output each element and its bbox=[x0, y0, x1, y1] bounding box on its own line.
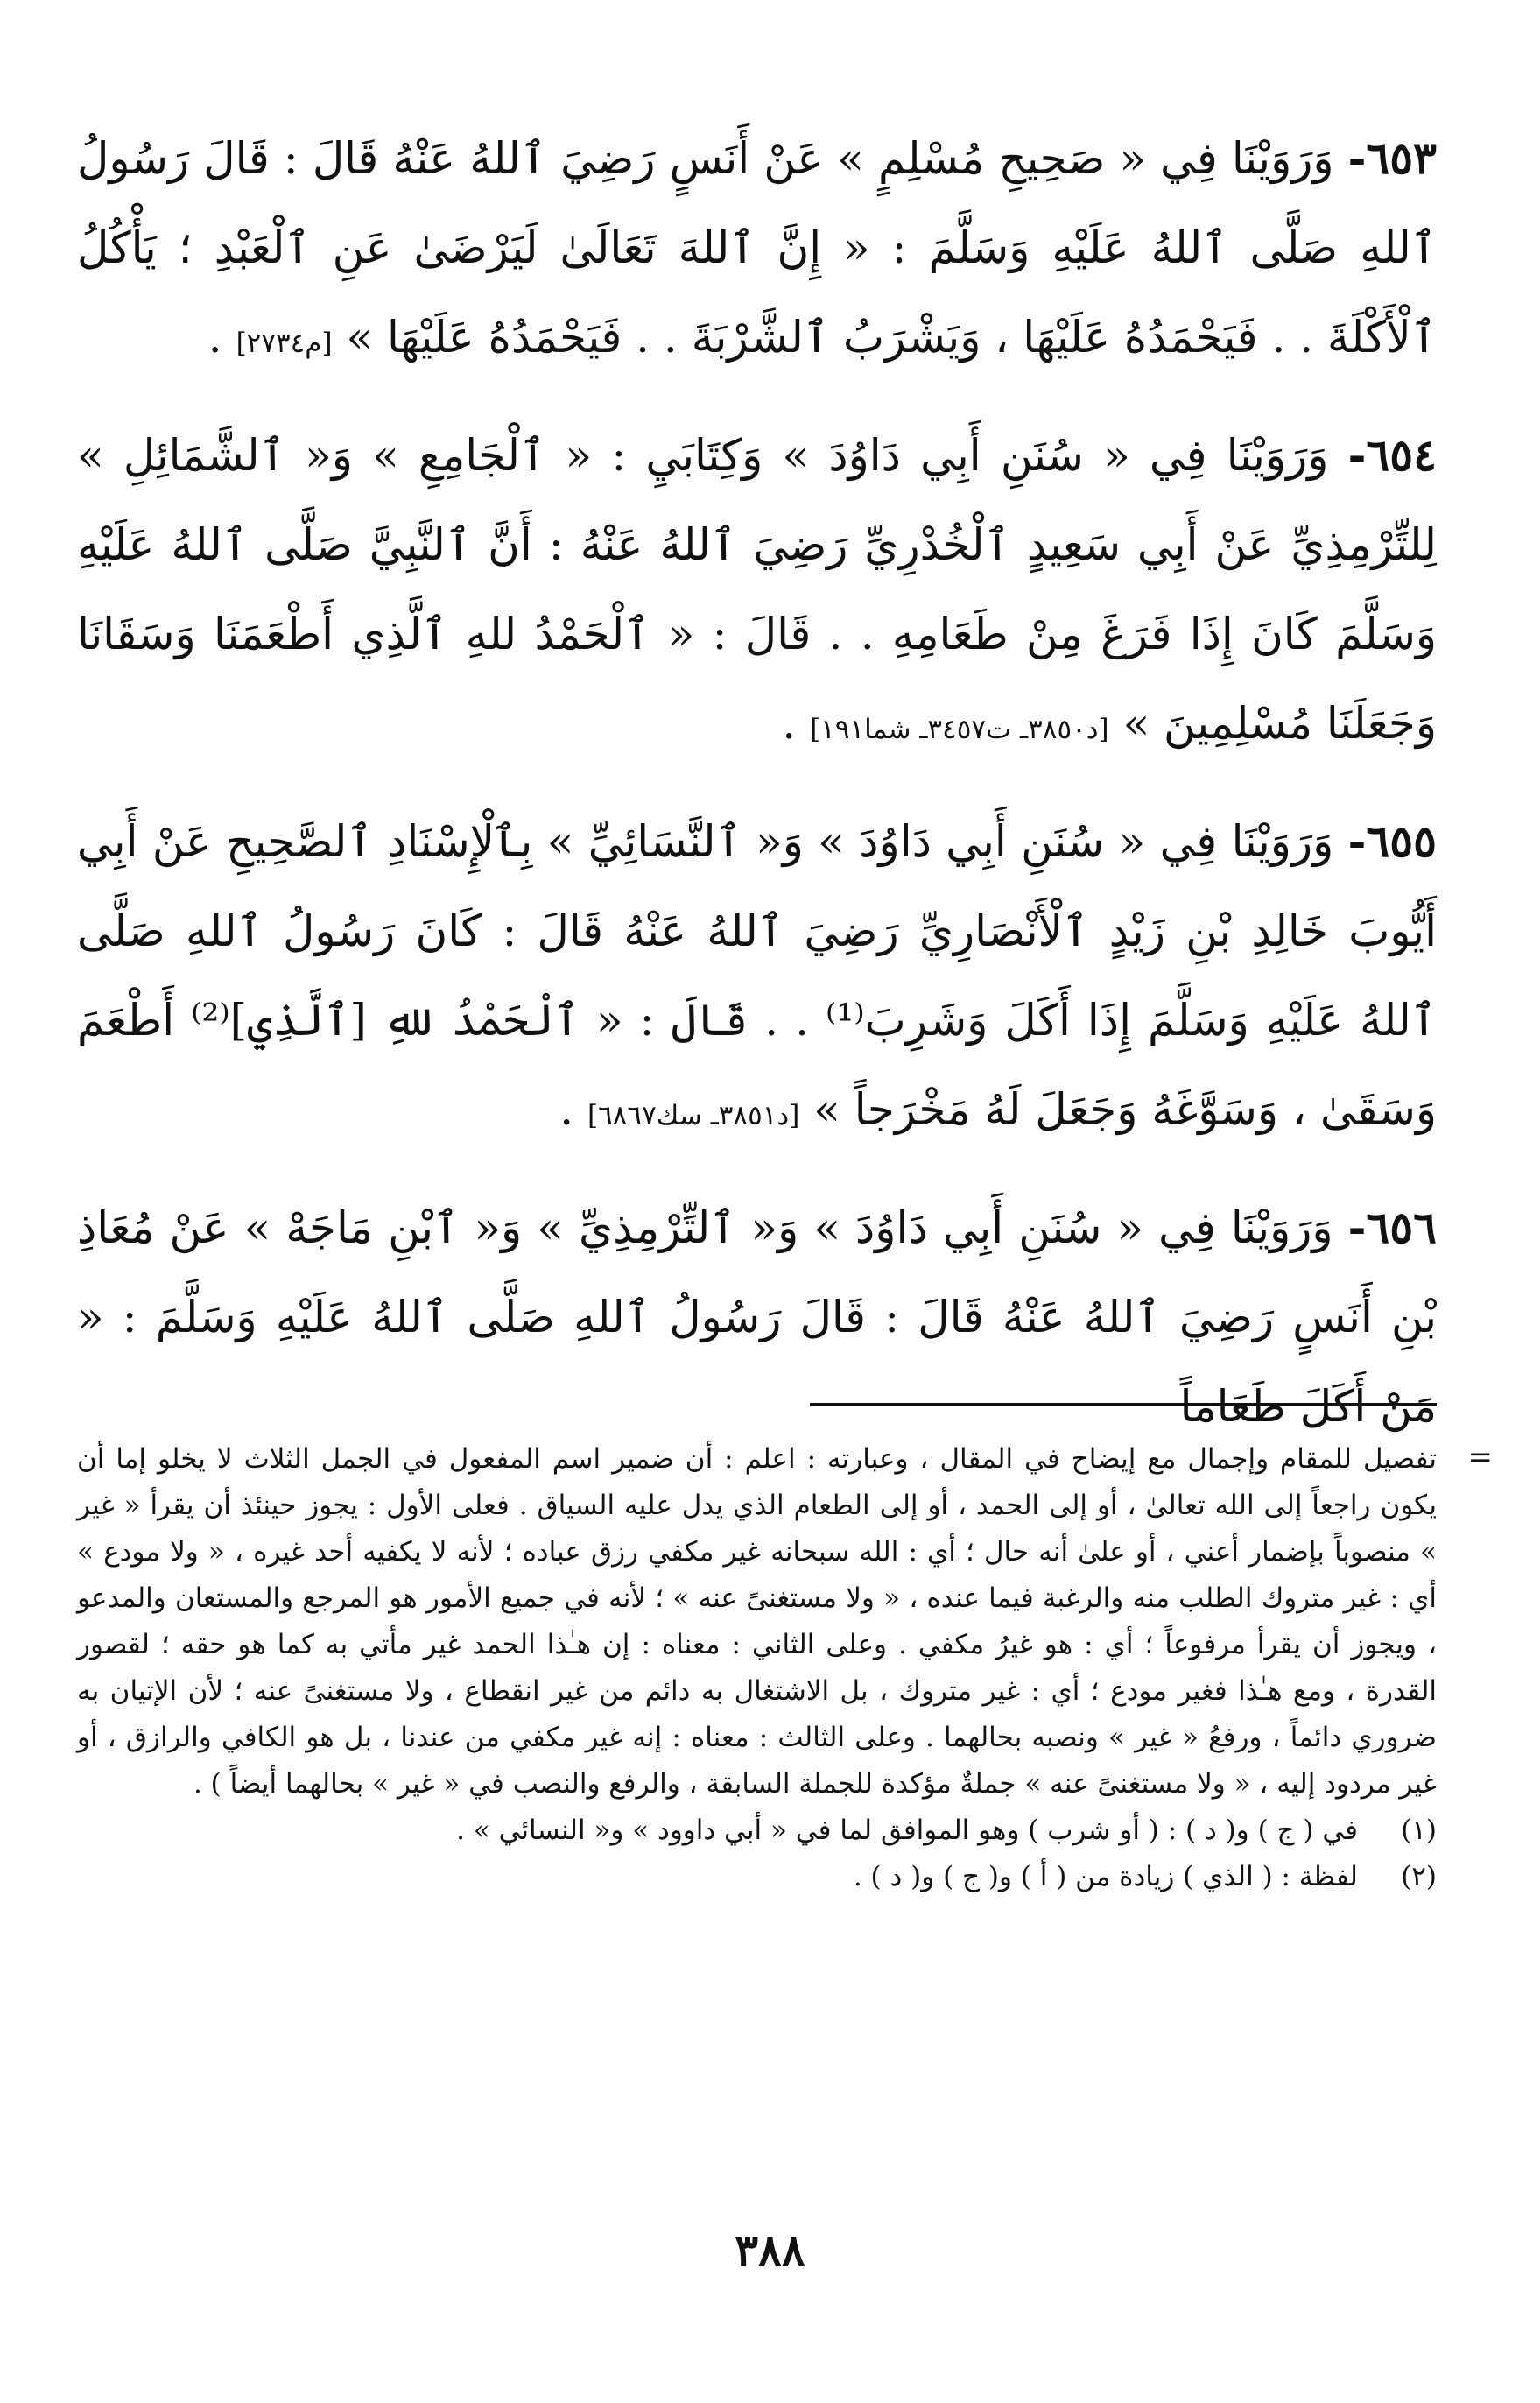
hadith-end: . bbox=[559, 1084, 588, 1135]
hadith-end: . bbox=[782, 698, 811, 749]
hadith-reference: [د٣٨٥١ـ سك٦٨٦٧] bbox=[587, 1100, 800, 1131]
footnote-marker: (٢) bbox=[1401, 1861, 1437, 1892]
footnote-text: في ( ج ) و( د ) : ( أو شرب ) وهو الموافق لما في « أبي داوود » و« النسائي » . bbox=[456, 1815, 1358, 1846]
hadith-654 bbox=[77, 411, 1437, 774]
hadith-655 bbox=[77, 797, 1437, 1160]
hadith-number: ٦٥٦- bbox=[1347, 1202, 1437, 1253]
hadith-653 bbox=[77, 114, 1437, 388]
footnote-separator-rule bbox=[810, 1403, 1437, 1406]
hadith-text: وَرَوَيْنَا فِي « سُنَنِ أَبِي دَاوُدَ » وَ« ٱلنَّسَائِيِّ » بِٱلْإِسْنَادِ ٱلصَّحِيحِ عَنْ أَبِي أَيُّوبَ خَالِدِ بْنِ زَيْدٍ ٱلْأَنْصَارِيِّ رَضِيَ ٱللهُ عَنْهُ قَالَ : كَانَ رَسُولُ ٱللهِ صَلَّى ٱللهُ عَلَيْهِ وَسَلَّمَ إِذَا أَكَلَ وَشَرِبَ⁽¹⁾ . . قَالَ : « ٱلْحَمْدُ للهِ [ٱلَّذِي]⁽²⁾ أَطْعَمَ وَسَقَىٰ ، وَسَوَّغَهُ وَجَعَلَ لَهُ مَخْرَجاً » bbox=[77, 816, 1437, 1135]
hadith-end: . bbox=[207, 312, 236, 363]
hadith-reference: [د٣٨٥٠ـ ت٣٤٥٧ـ شما١٩١] bbox=[810, 714, 1109, 745]
footnote-2 bbox=[77, 1854, 1437, 1900]
hadith-text: وَرَوَيْنَا فِي « صَحِيحِ مُسْلِمٍ » عَنْ أَنَسٍ رَضِيَ ٱللهُ عَنْهُ قَالَ : قَالَ رَسُولُ ٱللهِ صَلَّى ٱللهُ عَلَيْهِ وَسَلَّمَ : « إِنَّ ٱللهَ تَعَالَىٰ لَيَرْضَىٰ عَنِ ٱلْعَبْدِ ؛ يَأْكُلُ ٱلْأَكْلَةَ . . فَيَحْمَدُهُ عَلَيْهَا ، وَيَشْرَبُ ٱلشَّرْبَةَ . . فَيَحْمَدُهُ عَلَيْهَا » bbox=[77, 133, 1437, 363]
footnotes-section bbox=[77, 1436, 1493, 1900]
hadith-656 bbox=[77, 1183, 1437, 1451]
hadith-text: وَرَوَيْنَا فِي « سُنَنِ أَبِي دَاوُدَ » وَكِتَابَيِ : « ٱلْجَامِعِ » وَ« ٱلشَّمَائِلِ » لِلتِّرْمِذِيِّ عَنْ أَبِي سَعِيدٍ ٱلْخُدْرِيِّ رَضِيَ ٱللهُ عَنْهُ : أَنَّ ٱلنَّبِيَّ صَلَّى ٱللهُ عَلَيْهِ وَسَلَّمَ كَانَ إِذَا فَرَغَ مِنْ طَعَامِهِ . . قَالَ : « ٱلْحَمْدُ للهِ ٱلَّذِي أَطْعَمَنَا وَسَقَانَا وَجَعَلَنَا مُسْلِمِينَ » bbox=[77, 430, 1437, 749]
page-number: ٣٨٨ bbox=[735, 2224, 805, 2276]
footnote-text: لفظة : ( الذي ) زيادة من ( أ ) و( ج ) و( د ) . bbox=[853, 1861, 1358, 1892]
footnote-marker: (١) bbox=[1401, 1815, 1437, 1846]
hadith-number: ٦٥٣- bbox=[1347, 132, 1437, 184]
hadith-reference: [م٢٧٣٤] bbox=[236, 328, 333, 359]
footnote-continuation-mark: = bbox=[1467, 1440, 1493, 1475]
footnote-1 bbox=[77, 1808, 1437, 1854]
hadith-text: وَرَوَيْنَا فِي « سُنَنِ أَبِي دَاوُدَ » وَ« ٱلتِّرْمِذِيِّ » وَ« ٱبْنِ مَاجَهْ » عَنْ مُعَاذِ بْنِ أَنَسٍ رَضِيَ ٱللهُ عَنْهُ قَالَ : قَالَ رَسُولُ ٱللهِ صَلَّى ٱللهُ عَلَيْهِ وَسَلَّمَ : « مَنْ أَكَلَ طَعَاماً bbox=[77, 1202, 1437, 1432]
hadith-number: ٦٥٤- bbox=[1347, 429, 1437, 481]
footnote-continuation-text: تفصيل للمقام وإجمال مع إيضاح في المقال ، وعبارته : اعلم : أن ضمير اسم المفعول في الجمل الثلاث لا يخلو إما أن يكون راجعاً إلى الله تعالىٰ ، أو إلى الحمد ، أو إلى الطعام الذي يدل عليه السياق . فعلى الأول : يجوز حينئذ أن يقرأ « غير » منصوباً بإضمار أعني ، أو علىٰ أنه حال ؛ أي : الله سبحانه غير مكفي رزق عباده ؛ لأنه لا يكفيه أحد غيره ، « ولا مودع » أي : غير متروك الطلب منه والرغبة فيما عنده ، « ولا مستغنىً عنه » ؛ لأنه في جميع الأمور هو المرجع والمستعان والمدعو ، ويجوز أن يقرأ مرفوعاً ؛ أي : هو غيرُ مكفي . وعلى الثاني : معناه : إن هـٰذا الحمد غير مأتي به كما هو حقه ؛ لقصور القدرة ، ومع هـٰذا فغير مودع ؛ أي : غير متروك ، بل الاشتغال به دائم من غير انقطاع ، ولا مستغنىً عنه ؛ لأن الإتيان به ضروري دائماً ، ورفعُ « غير » ونصبه بحالهما . وعلى الثالث : معناه : إنه غير مكفي من عندنا ، بل هو الكافي والرازق ، أو غير مردود إليه ، « ولا مستغنىً عنه » جملةٌ مؤكدة للجملة السابقة ، والرفع والنصب في « غير » بحالهما أيضاً ) . bbox=[77, 1443, 1437, 1800]
hadith-number: ٦٥٥- bbox=[1347, 815, 1437, 867]
main-text-body bbox=[77, 114, 1437, 1474]
